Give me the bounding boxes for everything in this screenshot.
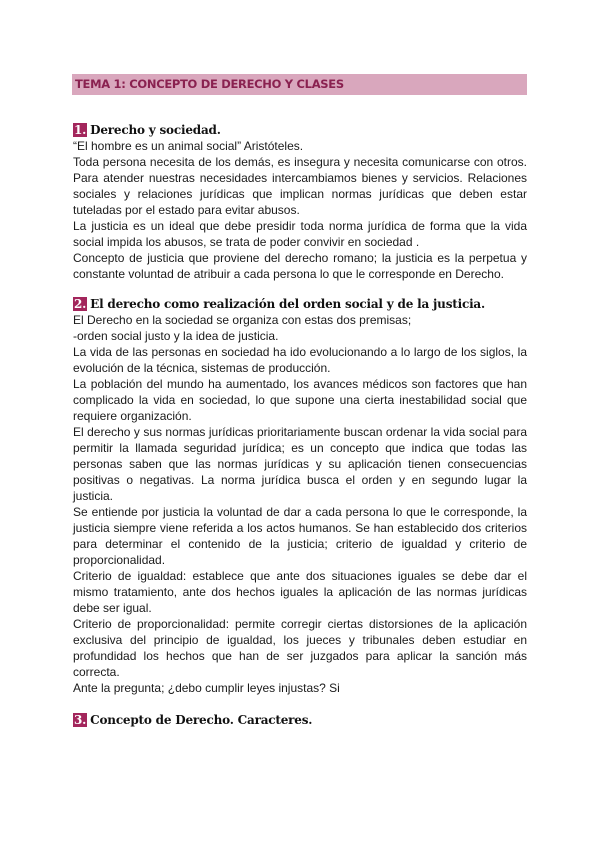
paragraph: Criterio de igualdad: establece que ante dos situaciones iguales se debe dar el mismo tratamiento, ante dos hechos iguales la aplicación de las normas jurídicas debe ser igual.: [73, 569, 527, 615]
section-title: Derecho y sociedad.: [90, 123, 221, 137]
paragraph: Se entiende por justicia la voluntad de dar a cada persona lo que le corresponde, la justicia siempre viene referida a los actos humanos. Se han establecido dos criterios para determinar el contenido de la justicia; criterio de igualdad y criterio de proporcionalidad.: [73, 505, 527, 567]
document-body: [73, 122, 527, 728]
paragraph: La vida de las personas en sociedad ha ido evolucionando a lo largo de los siglos, la evolución de la técnica, sistemas de producción.: [73, 345, 527, 375]
section-heading: [73, 712, 527, 728]
paragraph: Criterio de proporcionalidad: permite corregir ciertas distorsiones de la aplicación exclusiva del principio de igualdad, los jueces y tribunales deben estudiar en profundidad los hechos que han de ser juzgados para aplicar la sanción más correcta.: [73, 617, 527, 679]
paragraph: Toda persona necesita de los demás, es insegura y necesita comunicarse con otros. Para atender nuestras necesidades intercambiamos bienes y servicios. Relaciones sociales y relaciones jurídicas que implican normas jurídicas que deben estar tuteladas por el estado para evitar abusos.: [73, 155, 527, 217]
paragraph: “El hombre es un animal social” Aristóteles.: [73, 139, 304, 153]
section-title: Concepto de Derecho. Caracteres.: [90, 713, 313, 727]
section-heading: [73, 296, 527, 312]
section-title: El derecho como realización del orden social y de la justicia.: [90, 297, 485, 311]
section-number: 3.: [74, 713, 87, 727]
paragraph: El Derecho en la sociedad se organiza con estas dos premisas;: [73, 313, 412, 327]
paragraph: Concepto de justicia que proviene del derecho romano; la justicia es la perpetua y constante voluntad de atribuir a cada persona lo que le corresponde en Derecho.: [73, 251, 527, 281]
chapter-banner: TEMA 1: CONCEPTO DE DERECHO Y CLASES: [72, 74, 527, 95]
paragraph: La población del mundo ha aumentado, los avances médicos son factores que han complicado la vida en sociedad, lo que supone una cierta inestabilidad social que requiere organización.: [73, 377, 527, 423]
section-number: 2.: [74, 297, 87, 311]
section-heading: [73, 122, 527, 138]
paragraph: El derecho y sus normas jurídicas prioritariamente buscan ordenar la vida social para permitir la llamada seguridad jurídica; es un concepto que indica que todas las personas saben que las normas jurídicas y su aplicación tienen consecuencias positivas o negativas. La norma jurídica busca el orden y en segundo lugar la justicia.: [73, 425, 527, 503]
section-number: 1.: [74, 123, 87, 137]
paragraph: -orden social justo y la idea de justicia.: [73, 329, 279, 343]
paragraph: Ante la pregunta; ¿debo cumplir leyes injustas? Si: [73, 681, 340, 695]
paragraph: La justicia es un ideal que debe presidir toda norma jurídica de forma que la vida social impida los abusos, se trata de poder convivir en sociedad .: [73, 219, 527, 249]
